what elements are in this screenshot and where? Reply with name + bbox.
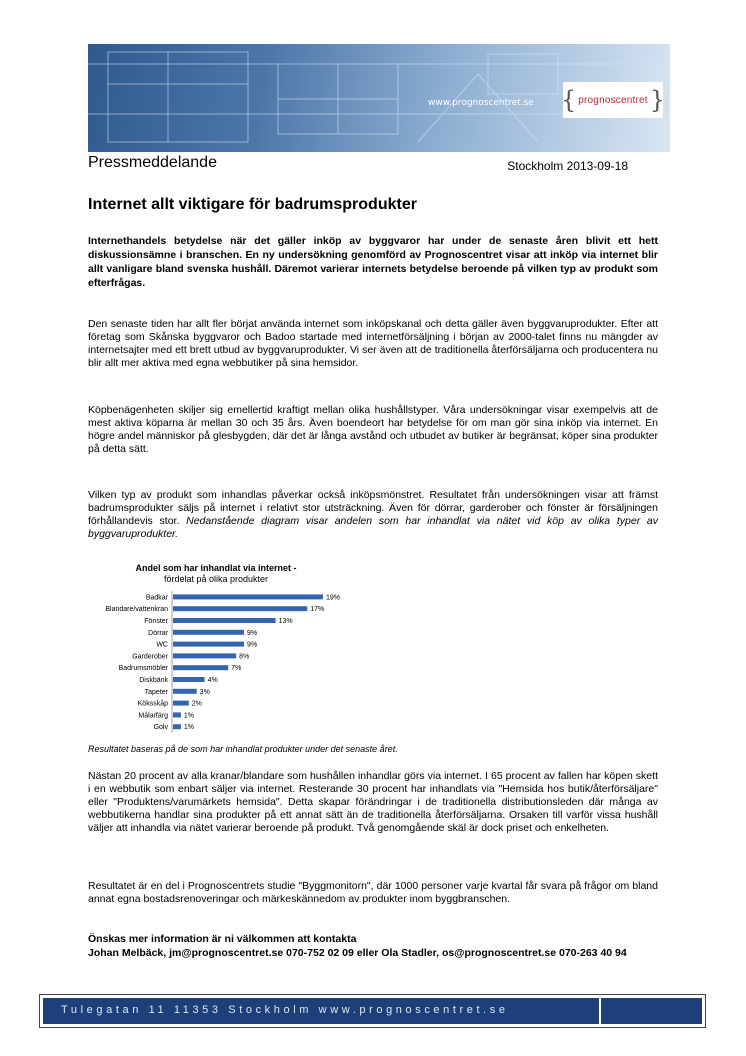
paragraph-4: Nästan 20 procent av alla kranar/blandare som hushållen inhandlar görs via internet. I 65 procent av fallen har köpen skett i en webbutik som enbart säljer via internet. Resterande 30 procent har inhandlats via "Hemsida hos butik/återförsäljare" eller "Produktens/varumärkets hemsida". Detta skapar förändringar i de traditionella distributionsleden där många av webbutikerna handlar sina produkter på ett annat sätt än de traditionella återförsäljarna. Orsaken till varför vissa hushåll väljer att inhandla via nätet varierar beroende på produkt. Två genomgående skäl är dock priset och enkelheten. bbox=[88, 770, 658, 835]
bar-value-label: 4% bbox=[207, 677, 218, 684]
press-release-label: Pressmeddelande bbox=[88, 154, 217, 171]
bar bbox=[173, 594, 323, 599]
footer-inner bbox=[43, 998, 702, 1024]
bar-value-label: 9% bbox=[247, 641, 258, 649]
contact-intro: Önskas mer information är ni välkommen att kontakta bbox=[88, 933, 357, 945]
bar bbox=[173, 677, 205, 682]
bar-value-label: 7% bbox=[231, 665, 242, 673]
contact-info bbox=[88, 933, 627, 960]
category-label: Badkar bbox=[145, 594, 168, 602]
paragraph-3-main: Vilken typ av produkt som inhandlas påverkar också inköpsmönstret. Resultatet från undersökningen visar att främst badrumsprodukter säljs på internet i relativt stor utsträckning. Även för dörrar, garderober och fönster är försäljningen förhållandevis stor. bbox=[88, 489, 658, 528]
bar-value-label: 3% bbox=[199, 688, 210, 696]
bar bbox=[173, 689, 197, 694]
logo-text: prognoscentret bbox=[578, 94, 648, 106]
bar-value-label: 1% bbox=[183, 724, 195, 732]
footer-bar bbox=[39, 994, 706, 1028]
category-label: Tapeter bbox=[144, 688, 168, 696]
footer-address: Tulegatan 11 11353 Stockholm www.prognoscentret.se bbox=[61, 1004, 509, 1016]
footer-separator bbox=[599, 998, 601, 1024]
product-bar-chart bbox=[88, 561, 378, 741]
category-label: Diskbänk bbox=[139, 677, 168, 684]
category-label: Dörrar bbox=[148, 629, 168, 637]
bar-value-label: 1% bbox=[183, 712, 195, 720]
press-date: Stockholm 2013-09-18 bbox=[507, 159, 628, 173]
paragraph-3 bbox=[88, 489, 658, 541]
category-label: Badrumsmöbler bbox=[118, 665, 168, 673]
bar-value-label: 13% bbox=[278, 618, 293, 625]
paragraph-2: Köpbenägenheten skiljer sig emellertid kraftigt mellan olika hushållstyper. Våra undersökningar visar exempelvis att de mest aktiva köparna är mellan 30 och 35 års. Även boendeort har betydelse för om man gör sina inköp via internet. En högre andel människor på glesbygden, där det är långa avstånd och utbudet av butiker är begränsat, köper sina produkter på detta sätt. bbox=[88, 404, 658, 456]
article-lead: Internethandels betydelse när det gäller inköp av byggvaror har under de senaste åren blivit ett hett diskussionsämne i branschen. En ny undersökning genomförd av Prognoscentret visar att inköp via internet blir allt vanligare bland svenska hushåll. Däremot varierar internets betydelse beroende på vilken typ av produkt som efterfrågas. bbox=[88, 235, 658, 289]
category-label: Garderober bbox=[132, 653, 168, 661]
category-label: Fönster bbox=[144, 618, 168, 625]
bar-value-label: 2% bbox=[191, 700, 202, 708]
bar bbox=[173, 653, 236, 658]
bar-value-label: 19% bbox=[326, 594, 341, 602]
bar bbox=[173, 712, 181, 717]
article-title: Internet allt viktigare för badrumsprodukter bbox=[88, 196, 417, 213]
chart-caption: Resultatet baseras på de som har inhandlat produkter under det senaste året. bbox=[88, 744, 398, 754]
bar bbox=[173, 701, 189, 706]
bar-value-label: 8% bbox=[239, 653, 250, 661]
bar-value-label: 9% bbox=[247, 629, 258, 637]
logo-right-brace: } bbox=[649, 86, 666, 114]
bar bbox=[173, 665, 228, 670]
bar bbox=[173, 724, 181, 729]
paragraph-3-italic: Nedanstående diagram visar andelen som har inhandlat via nätet vid köp av olika typer av byggvaruprodukter. bbox=[88, 515, 659, 541]
bar bbox=[173, 606, 307, 611]
logo-left-brace: { bbox=[560, 86, 577, 114]
category-label: WC bbox=[156, 641, 168, 649]
bar bbox=[173, 630, 244, 635]
header-banner bbox=[88, 44, 670, 152]
chart-subtitle: fördelat på olika produkter bbox=[163, 574, 269, 584]
category-label: Blandare/vattenkran bbox=[105, 606, 168, 614]
paragraph-1: Den senaste tiden har allt fler börjat använda internet som inköpskanal och detta gäller även byggvaruprodukter. Efter att företag som Skånska byggvaror och Badoo startade med internetförsäljning i början av 2000-talet finns nu mängder av internetsajter med ett brett utbud av byggvaruprodukter. Vi ser även att de traditionella återförsäljarna och producentera nu blir allt mer aktiva med egna webbutiker på sina hemsidor. bbox=[88, 318, 658, 370]
category-label: Målarfärg bbox=[138, 712, 168, 720]
contact-details[interactable]: Johan Melbäck, jm@prognoscentret.se 070-752 02 09 eller Ola Stadler, os@prognoscentret.se 070-263 40 94 bbox=[88, 946, 627, 959]
header-url[interactable]: www.prognoscentret.se bbox=[428, 98, 534, 108]
bar bbox=[173, 618, 276, 623]
category-label: Köksskåp bbox=[137, 700, 168, 708]
bar bbox=[173, 642, 244, 647]
paragraph-5: Resultatet är en del i Prognoscentrets studie "Byggmonitorn", där 1000 personer varje kvartal får svara på frågor om bland annat egna bostadsrenoveringar och märkeskännedom av produkter inom byggbranschen. bbox=[88, 880, 658, 906]
bar-value-label: 17% bbox=[310, 606, 325, 614]
prognoscentret-logo bbox=[560, 82, 666, 118]
chart-title: Andel som har inhandlat via internet - bbox=[135, 563, 297, 573]
category-label: Golv bbox=[153, 724, 168, 732]
chart-bars bbox=[88, 591, 378, 739]
